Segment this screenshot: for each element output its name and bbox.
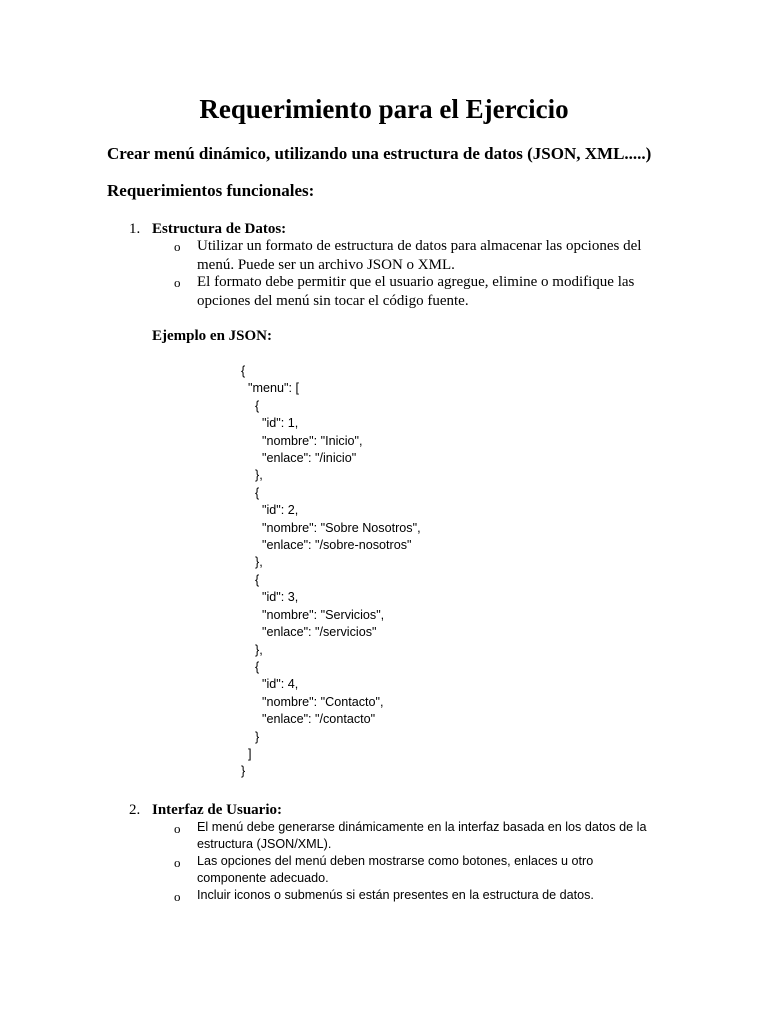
section-number: 2. — [129, 802, 141, 818]
document-title: Requerimiento para el Ejercicio — [199, 94, 569, 124]
bullet-marker: o — [174, 239, 181, 254]
bullet-marker: o — [174, 889, 181, 904]
section-title-user-interface: Interfaz de Usuario: — [152, 802, 282, 818]
section-title-data-structure: Estructura de Datos: — [152, 221, 287, 237]
bullet-marker: o — [174, 275, 181, 290]
list-item: Las opciones del menú deben mostrarse como botones, enlaces u otro componente adecuado. — [197, 854, 594, 885]
bullet-marker: o — [174, 821, 181, 836]
document-subtitle: Crear menú dinámico, utilizando una estructura de datos (JSON, XML.....) — [107, 144, 652, 163]
list-item: El formato debe permitir que el usuario agregue, elimine o modifique las opciones del menú sin tocar el código fuente. — [197, 274, 635, 309]
bullet-marker: o — [174, 855, 181, 870]
section-number: 1. — [129, 221, 141, 237]
list-item: El menú debe generarse dinámicamente en la interfaz basada en los datos de la estructura (JSON/XML). — [197, 820, 647, 851]
json-code-block: { "menu": [ { "id": 1, "nombre": "Inicio", "enlace": "/inicio" }, { "id": 2, "nombre": "Sobre Nosotros", "enlace": "/sobre-nosotros" }, { "id": 3, "nombre": "Servicios", "enlace": "/servicios" }, { "id": 4, "nombre": "Contacto", "enlace": "/contacto" } ] } — [241, 364, 421, 779]
list-item: Incluir iconos o submenús si están presentes en la estructura de datos. — [197, 888, 594, 902]
requirements-heading: Requerimientos funcionales: — [107, 181, 315, 200]
list-item: Utilizar un formato de estructura de datos para almacenar las opciones del menú. Puede ser un archivo JSON o XML. — [197, 238, 642, 273]
json-example-heading: Ejemplo en JSON: — [152, 328, 272, 344]
